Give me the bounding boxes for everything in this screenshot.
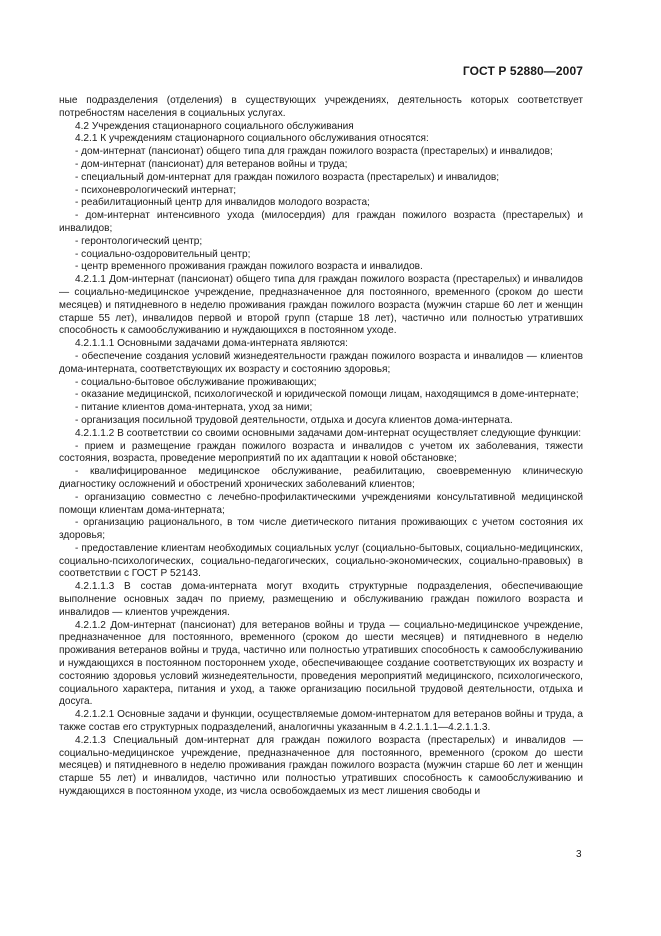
list-item: - специальный дом-интернат для граждан пожилого возраста (престарелых) и инвалидов; <box>75 171 500 183</box>
list-item: - геронтологический центр; <box>75 235 203 247</box>
list-item: - реабилитационный центр для инвалидов молодого возраста; <box>75 197 370 209</box>
list-item: - предоставление клиентам необходимых социальных услуг (социально-бытовых, социально-медицинских, социально-психологических, социально-педагогических, социально-экономических, социально-правовых) в соответствии с ГОСТ Р 52143. <box>59 542 583 580</box>
list-item: - социально-бытовое обслуживание проживающих; <box>75 376 317 388</box>
list-item: - психоневрологический интернат; <box>75 184 237 196</box>
list-item: - организацию совместно с лечебно-профилактическими учреждениями консультативной медицинской помощи клиентам дома-интерната; <box>59 491 583 516</box>
list-item: - прием и размещение граждан пожилого возраста и инвалидов с учетом их заболевания, тяжести состояния, возраста, проведение мероприятий по их адаптации к новой обстановке; <box>59 440 583 465</box>
paragraph-continuation: ные подразделения (отделения) в существующих учреждениях, деятельность которых соответствует потребностям населения в социальных услугах. <box>59 95 583 119</box>
document-code-header: ГОСТ Р 52880—2007 <box>462 64 583 78</box>
list-item: - социально-оздоровительный центр; <box>75 248 251 260</box>
list-item: - питание клиентов дома-интерната, уход за ними; <box>75 402 313 414</box>
paragraph-4-2-1-1: 4.2.1.1 Дом-интернат (пансионат) общего типа для граждан пожилого возраста (престарелых) и инвалидов — социально-медицинское учреждение, предназначенное для постоянного, временного (сроком до шести месяцев) и пятидневного в неделю проживания граждан пожилого возраста (мужчин старше 60 лет и женщин старше 55 лет), инвалидов первой и второй групп (старше 18 лет), частично или полностью утративших способность к самообслуживанию и нуждающихся в постоянном уходе. <box>59 274 583 337</box>
list-item: - оказание медицинской, психологической и юридической помощи лицам, находящимся в доме-интернате; <box>75 389 579 401</box>
page-body <box>59 95 583 799</box>
list-item: - дом-интернат (пансионат) для ветеранов войны и труда; <box>75 158 348 170</box>
paragraph-4-2-1-1-3: 4.2.1.1.3 В состав дома-интерната могут входить структурные подразделения, обеспечивающие выполнение основных задач по приему, размещению и обслуживанию граждан пожилого возраста и инвалидов — клиентов учреждения. <box>59 581 583 618</box>
paragraph-4-2-1-1-2: 4.2.1.1.2 В соответствии со своими основными задачами дом-интернат осуществляет следующие функции: <box>75 427 582 439</box>
paragraph-4-2-1-2: 4.2.1.2 Дом-интернат (пансионат) для ветеранов войны и труда — социально-медицинское учреждение, предназначенное для постоянного, временного (сроком до шести месяцев) и пятидневного в неделю проживания ветеранов войны и труда, частично или полностью утративших способность к самообслуживанию и нуждающихся в постоянном постороннем уходе, обеспечивающее создание соответствующих их возрасту и состоянию здоровья условий жизнедеятельности, проведения мероприятий медицинского, психологического, социального характера, питания и уход, а также организацию посильной трудовой деятельности, отдыха и досуга. <box>59 619 583 708</box>
page-number: 3 <box>576 849 582 860</box>
section-heading-4-2: 4.2 Учреждения стационарного социального обслуживания <box>75 120 354 132</box>
paragraph-4-2-1-3: 4.2.1.3 Специальный дом-интернат для граждан пожилого возраста (престарелых) и инвалидов — социально-медицинское учреждение, предназначенное для постоянного, временного (сроком до шести месяцев) и пятидневного в неделю проживания граждан пожилого возраста (мужчин старше 60 лет и женщин старше 55 лет) и инвалидов, частично или полностью утративших способность к самообслуживанию и нуждающихся в постоянном уходе, из числа освобождаемых из мест лишения свободы и <box>59 734 583 798</box>
paragraph-4-2-1-2-1: 4.2.1.2.1 Основные задачи и функции, осуществляемые домом-интернатом для ветеранов войны и труда, а также состав его структурных подразделений, аналогичны указанным в 4.2.1.1.1—4.2.1.1.3. <box>59 709 583 734</box>
list-item: - дом-интернат (пансионат) общего типа для граждан пожилого возраста (престарелых) и инвалидов; <box>75 146 553 158</box>
list-item: - квалифицированное медицинское обслуживание, реабилитацию, своевременную клиническую диагностику осложнений и обострений хронических заболеваний клиентов; <box>59 466 583 490</box>
paragraph-4-2-1: 4.2.1 К учреждениям стационарного социального обслуживания относятся: <box>75 133 429 145</box>
list-item: - организация посильной трудовой деятельности, отдыха и досуга клиентов дома-интерната. <box>75 414 513 426</box>
list-item: - обеспечение создания условий жизнедеятельности граждан пожилого возраста и инвалидов — клиентов дома-интерната, соответствующих их возрасту и состоянию здоровья; <box>59 350 583 375</box>
list-item: - организацию рационального, в том числе диетического питания проживающих с учетом состояния их здоровья; <box>59 517 583 542</box>
list-item: - центр временного проживания граждан пожилого возраста и инвалидов. <box>75 261 423 273</box>
paragraph-4-2-1-1-1: 4.2.1.1.1 Основными задачами дома-интерната являются: <box>75 338 348 350</box>
list-item: - дом-интернат интенсивного ухода (милосердия) для граждан пожилого возраста (престарелых) и инвалидов; <box>59 210 583 234</box>
